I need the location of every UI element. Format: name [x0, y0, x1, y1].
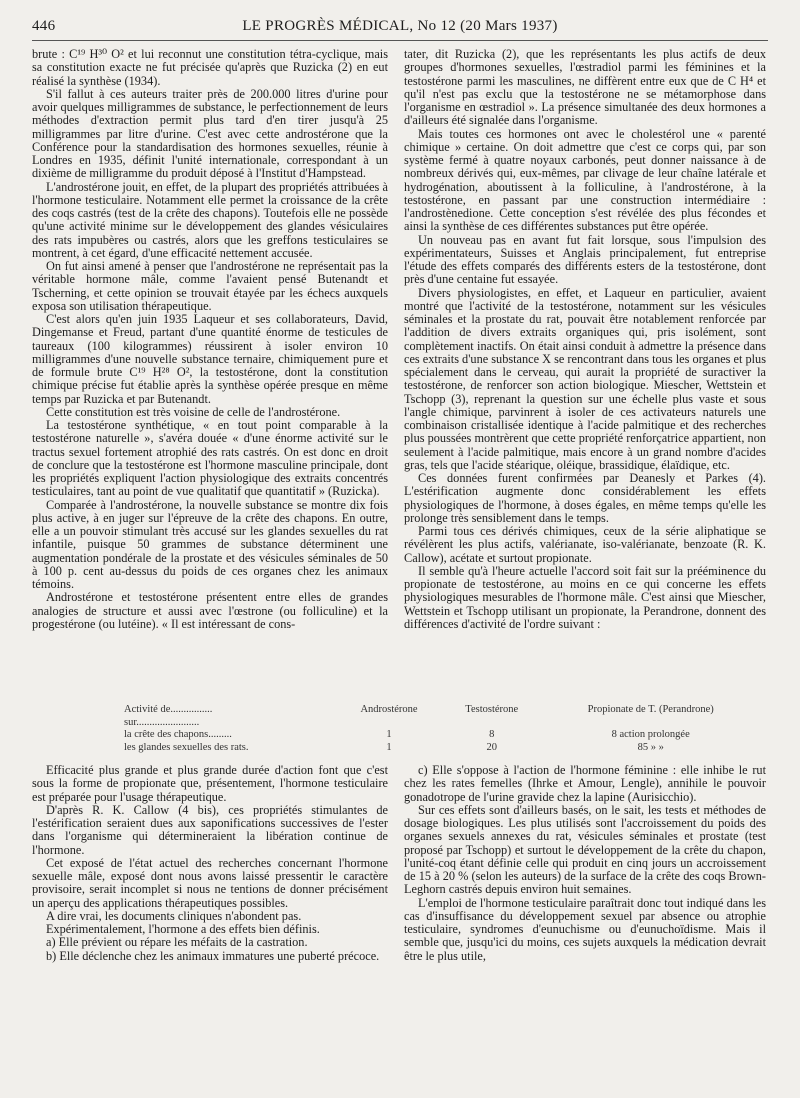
paragraph: L'androstérone jouit, en effet, de la plupart des propriétés attribuées à l'hormone testiculaire. Notamment elle permet la croissance de la crête des coqs castrés (test de la crête des chapons). Toutefois elle ne possède qu'une activité minime sur le développement des glandes vésiculaires des rats impubères ou castrés, alors que les greffons testiculaires se montrent, à cet égard, d'une efficacité nettement accusée.: [32, 179, 388, 260]
paragraph: Ces données furent confirmées par Deanesly et Parkes (4). L'estérification augmente donc considérablement les effets physiologiques de l'hormone, à doses égales, en même temps qu'elle les prolonge très sensiblement dans le temps.: [404, 471, 766, 525]
column-right-bottom: [404, 764, 766, 1094]
paragraph: S'il fallut à ces auteurs traiter près de 200.000 litres d'urine pour avoir quelques milligrammes de substance, le perfectionnement de leurs méthodes d'extraction permit plus tard d'en tirer jusqu'à 25 milligrammes par litre d'urine. C'est avec cette androstérone que la Conférence pour la standardisation des hormones sexuelles, réunie à Londres en 1935, définit l'unité internationale, correspondant à un dixième de milligramme du produit déposé à l'Institut d'Hampstead.: [32, 86, 388, 181]
table-row: [120, 742, 760, 755]
column-left-bottom: [32, 764, 388, 1094]
table-cell: la crête des chapons.........: [124, 729, 232, 740]
paragraph: La testostérone synthétique, « en tout point comparable à la testostérone naturelle », s'avéra douée « d'une énorme activité sur le tractus sexuel fortement atrophié des rats castrés. On est donc en droit de conclure que la testostérone est l'hormone masculine principale, dont les propriétés expliquent l'action physiologique des extraits concentrés testiculaires, tant au point de vue qualitatif que quantitatif » (Ruzicka).: [32, 418, 388, 499]
table-cell: 85 » »: [637, 741, 664, 753]
paragraph: brute : C¹⁹ H³⁰ O² et lui reconnut une constitution tétra-cyclique, mais sa constitution exacte ne fut précisée qu'après que Ruzicka (2) en eut réalisé la synthèse (1934).: [32, 47, 388, 88]
table-cell: sur........................: [124, 716, 200, 728]
paragraph: Un nouveau pas en avant fut fait lorsque, sous l'impulsion des expérimentateurs, Suisses et Anglais principalement, fut entreprise l'étude des effets comparés des différents esters de la testostérone, dont près d'une centaine fut essayée.: [404, 232, 766, 287]
paragraph: D'après R. K. Callow (4 bis), ces propriétés stimulantes de l'estérification seraient dues aux saponifications successives de l'ester dans l'organisme qui détermineraient la libération continue de l'hormone.: [32, 802, 388, 857]
paragraph: Efficacité plus grande et plus grande durée d'action font que c'est sous la forme de propionate que, présentement, l'hormone testiculaire est préparée pour l'usage thérapeutique.: [32, 763, 388, 804]
paragraph: Androstérone et testostérone présentent entre elles de grandes analogies de structure et aussi avec l'œstrone (ou folliculine) et la progestérone (ou lutéine). « Il est intéressant de cons-: [32, 590, 388, 631]
paragraph: a) Elle prévient ou répare les méfaits de la castration.: [46, 935, 308, 950]
activity-comparison-table: [120, 704, 760, 756]
paragraph: Divers physiologistes, en effet, et Laqueur en particulier, avaient montré que l'activité de la testostérone, notamment sur les vésicules séminales et la prostate du rat, pouvait être notablement renforcée par l'addition de divers extraits organiques qui, pris isolément, sont complètement inactifs. On était ainsi conduit à admettre la présence dans ces extraits d'une substance X se rencontrant dans tous les organes et plus spécialement dans le cerveau, qui aurait la propriété de suractiver la testostérone, de renforcer son action biologique. Miescher, Wettstein et Tschopp (3), reprenant la question sur une échelle plus vaste et sous l'angle chimique, parvinrent à isoler de ces activateurs naturels une combinaison cristallisée identique à l'acide palmitique et des recherches plus poussées montrèrent que cette propriété renforçatrice appartient, non seulement à l'acide palmitique, mais encore à un grand nombre d'acides gras, tels que l'acide stéarique, oléique, brassidique, élaïdique, etc.: [404, 285, 766, 472]
paragraph: Sur ces effets sont d'ailleurs basés, on le sait, les tests et méthodes de dosage biologiques. Les plus utilisés sont l'accroissement du poids des organes sexuels annexes du rat, vésicules séminales et prostate (test proposé par Tschopp) et surtout le développement de la crête du chapon, l'unité-coq étant définie celle qui produit en cinq jours un accroissement de 15 à 20 % (selon les auteurs) de la surface de la crête des coqs Brown-Leghorn castrés depuis environ huit semaines.: [404, 802, 766, 897]
table-cell: [336, 717, 442, 730]
table-cell: [442, 717, 541, 730]
page-header: [32, 18, 768, 41]
table-header-cell: Testostérone: [465, 704, 519, 715]
paragraph: c) Elle s'oppose à l'action de l'hormone féminine : elle inhibe le rut chez les rates femelles (Ihrke et Amour, Lengle), annihile le pouvoir gonadotrope de l'urine gravide chez la lapine (Aurisicchio).: [404, 763, 766, 804]
paragraph: A dire vrai, les documents cliniques n'abondent pas.: [46, 908, 302, 923]
table-header-cell: Propionate de T. (Perandrone): [587, 704, 714, 715]
paragraph: Parmi tous ces dérivés chimiques, ceux de la série aliphatique se révélèrent les plus actifs, valérianate, iso-valérianate, benzoate (R. K. Callow), acétate et surtout propionate.: [404, 524, 766, 565]
table-row: [120, 717, 760, 730]
table-cell: 8 action prolongée: [611, 729, 690, 740]
table-header-cell: Androstérone: [360, 704, 418, 715]
page-number: 446: [32, 18, 56, 34]
paragraph: Cette constitution est très voisine de celle de l'androstérone.: [46, 404, 341, 419]
paragraph: b) Elle déclenche chez les animaux immatures une puberté précoce.: [46, 948, 380, 963]
table-header-cell: Activité de................: [124, 704, 213, 715]
paragraph: L'emploi de l'hormone testiculaire paraîtrait donc tout indiqué dans les cas d'insuffisance du développement sexuel par absence ou atrophie testiculaire, syndromes d'eunuchisme ou d'eunuchoïdisme. Mais il semble que, jusqu'ici du moins, ces sujets auxquels la médication devrait être le plus utile,: [404, 895, 766, 963]
table-cell: 20: [486, 741, 497, 753]
column-left-top: [32, 48, 388, 698]
paragraph: Expérimentalement, l'hormone a des effets bien définis.: [46, 922, 320, 936]
table-cell: 1: [386, 741, 392, 753]
journal-title: LE PROGRÈS MÉDICAL, No 12 (20 Mars 1937): [242, 18, 558, 34]
paragraph: tater, dit Ruzicka (2), que les représentants les plus actifs de deux groupes d'hormones sexuelles, l'œstradiol parmi les féminines et la testostérone parmi les masculines, ne diffèrent entre eux que de C H⁴ et qu'il n'est pas exclu que la testostérone ne se métamorphose dans l'organisme en œstradiol ». La présence simultanée des deux hormones a d'ailleurs été signalée dans l'organisme.: [404, 47, 766, 128]
table-row: [120, 729, 760, 742]
paragraph: Comparée à l'androstérone, la nouvelle substance se montre dix fois plus active, à en juger sur l'épreuve de la crête des chapons. En outre, elle a un pouvoir stimulant très accusé sur les glandes sexuelles du rat infantile, puisque 50 grammes de substance déterminent une augmentation pondérale de la prostate et des vésicules séminales de 50 à 100 p. cent au-dessus du poids de ces organes chez les animaux témoins.: [32, 497, 388, 591]
table-cell: [541, 717, 760, 730]
table-cell: 1: [386, 729, 392, 740]
table-header-row: [120, 704, 760, 717]
paragraph: Mais toutes ces hormones ont avec le cholestérol une « parenté chimique » certaine. On doit admettre que c'est ce corps qui, par son système fermé à quatre noyaux carbonés, peut donner naissance à de nombreux dérivés qui, eux-mêmes, par clivage de leur chaîne latérale et hydrogénation, aboutissent à la folliculine, à l'androstérone, à la testostérone, en passant par une construction intermédiaire : l'androstènedione. Cette conception s'est révélée des plus fécondes et ainsi la synthèse de ces différentes substances put être opérée.: [404, 126, 766, 234]
paragraph: Cet exposé de l'état actuel des recherches concernant l'hormone sexuelle mâle, exposé dont nous avons laissé pressentir le caractère provisoire, serait incomplet si nous ne tentions de donner précisément un aperçu des applications thérapeutiques possibles.: [32, 855, 388, 910]
paragraph: On fut ainsi amené à penser que l'androstérone ne représentait pas la véritable hormone mâle, comme l'avaient pensé Butenandt et Tscherning, et cette opinion se trouvait étayée par les échecs auxquels exposa son utilisation thérapeutique.: [32, 259, 388, 313]
table-cell: les glandes sexuelles des rats.: [124, 741, 249, 753]
table-cell: 8: [489, 729, 495, 740]
paragraph: C'est alors qu'en juin 1935 Laqueur et ses collaborateurs, David, Dingemanse et Freud, partant d'une quantité énorme de testicules de taureaux (100 kilogrammes) réussirent à isoler environ 10 milligrammes d'une nouvelle substance ternaire, chimiquement pure et de formule brute C¹⁹ H²⁸ O², la testostérone, dont la constitution chimique précise fut établie après la synthèse opérée presque en même temps par Ruzicka et par Butenandt.: [32, 312, 388, 406]
column-right-top: [404, 48, 766, 698]
paragraph: Il semble qu'à l'heure actuelle l'accord soit fait sur la prééminence du propionate de testostérone, au moins en ce qui concerne les effets physiologiques mesurables de l'hormone mâle. C'est ainsi que Miescher, Wettstein et Tschopp utilisant un propionate, la Perandrone, donnent des différences d'activité de l'ordre suivant :: [404, 563, 766, 631]
